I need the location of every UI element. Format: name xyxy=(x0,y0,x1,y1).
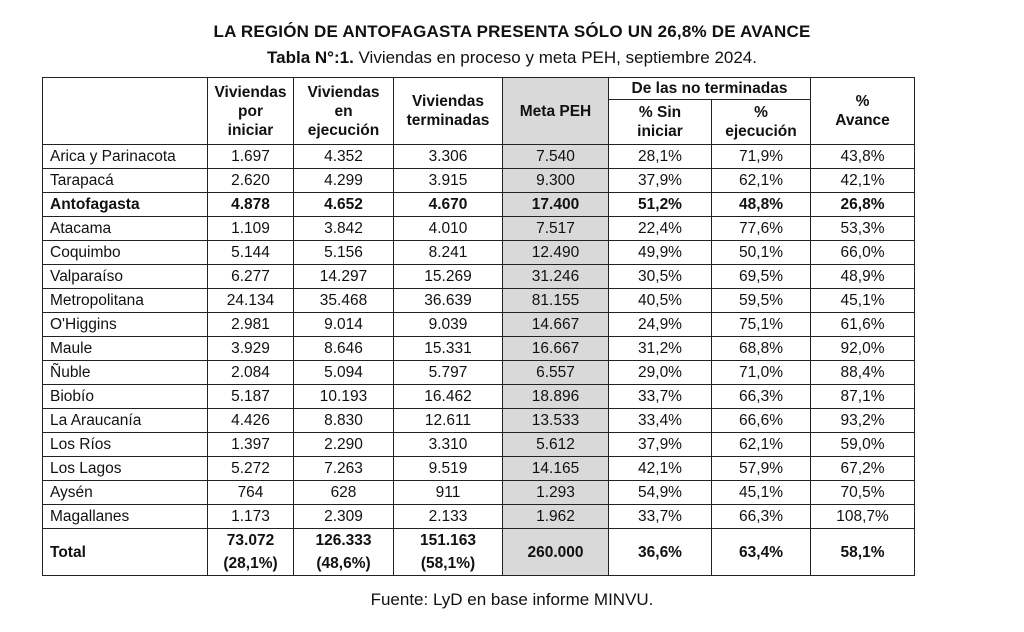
cell-region: O'Higgins xyxy=(43,313,208,337)
table-row xyxy=(43,241,915,265)
cell-avance: 59,0% xyxy=(811,433,915,457)
table-caption-label: Tabla N°:1. xyxy=(267,48,354,67)
cell-terminadas: 4.670 xyxy=(394,193,503,217)
table-row xyxy=(43,289,915,313)
cell-ejecucion: 71,0% xyxy=(712,361,811,385)
cell-meta: 14.667 xyxy=(503,313,609,337)
total-sin-iniciar: 36,6% xyxy=(609,529,712,576)
table-row xyxy=(43,361,915,385)
cell-sin-iniciar: 49,9% xyxy=(609,241,712,265)
cell-en-ejecucion: 2.309 xyxy=(294,505,394,529)
cell-region: Maule xyxy=(43,337,208,361)
table-row xyxy=(43,193,915,217)
table-row xyxy=(43,457,915,481)
cell-por-iniciar: 3.929 xyxy=(208,337,294,361)
cell-ejecucion: 62,1% xyxy=(712,433,811,457)
cell-en-ejecucion: 2.290 xyxy=(294,433,394,457)
total-percent: (28,1%) xyxy=(223,555,278,572)
total-meta: 260.000 xyxy=(503,529,609,576)
cell-sin-iniciar: 33,7% xyxy=(609,505,712,529)
cell-sin-iniciar: 33,7% xyxy=(609,385,712,409)
table-row xyxy=(43,337,915,361)
cell-en-ejecucion: 5.156 xyxy=(294,241,394,265)
cell-sin-iniciar: 40,5% xyxy=(609,289,712,313)
cell-meta: 9.300 xyxy=(503,169,609,193)
cell-region: Valparaíso xyxy=(43,265,208,289)
housing-table xyxy=(42,77,915,576)
cell-meta: 81.155 xyxy=(503,289,609,313)
cell-region: Tarapacá xyxy=(43,169,208,193)
cell-terminadas: 3.310 xyxy=(394,433,503,457)
cell-por-iniciar: 1.173 xyxy=(208,505,294,529)
cell-avance: 67,2% xyxy=(811,457,915,481)
total-ejecucion: 63,4% xyxy=(712,529,811,576)
cell-sin-iniciar: 22,4% xyxy=(609,217,712,241)
cell-avance: 26,8% xyxy=(811,193,915,217)
header-region xyxy=(43,78,208,145)
table-caption-text: Viviendas en proceso y meta PEH, septiembre 2024. xyxy=(353,48,757,67)
cell-por-iniciar: 764 xyxy=(208,481,294,505)
header-avance: % Avance xyxy=(811,78,915,145)
table-row xyxy=(43,385,915,409)
cell-meta: 7.540 xyxy=(503,145,609,169)
cell-region: Coquimbo xyxy=(43,241,208,265)
source-note: Fuente: LyD en base informe MINVU. xyxy=(370,590,654,609)
cell-ejecucion: 66,3% xyxy=(712,505,811,529)
cell-region: La Araucanía xyxy=(43,409,208,433)
cell-region: Aysén xyxy=(43,481,208,505)
cell-terminadas: 3.915 xyxy=(394,169,503,193)
cell-region: Antofagasta xyxy=(43,193,208,217)
cell-meta: 5.612 xyxy=(503,433,609,457)
cell-sin-iniciar: 29,0% xyxy=(609,361,712,385)
cell-por-iniciar: 1.697 xyxy=(208,145,294,169)
header-en-ejecucion: Viviendas en ejecución xyxy=(294,78,394,145)
cell-por-iniciar: 5.272 xyxy=(208,457,294,481)
cell-avance: 92,0% xyxy=(811,337,915,361)
cell-ejecucion: 75,1% xyxy=(712,313,811,337)
cell-ejecucion: 66,3% xyxy=(712,385,811,409)
cell-region: Los Lagos xyxy=(43,457,208,481)
cell-ejecucion: 69,5% xyxy=(712,265,811,289)
cell-por-iniciar: 2.084 xyxy=(208,361,294,385)
cell-avance: 45,1% xyxy=(811,289,915,313)
cell-avance: 70,5% xyxy=(811,481,915,505)
cell-meta: 16.667 xyxy=(503,337,609,361)
header-terminadas: Viviendas terminadas xyxy=(394,78,503,145)
cell-avance: 87,1% xyxy=(811,385,915,409)
cell-en-ejecucion: 5.094 xyxy=(294,361,394,385)
cell-terminadas: 9.039 xyxy=(394,313,503,337)
cell-terminadas: 15.331 xyxy=(394,337,503,361)
cell-terminadas: 911 xyxy=(394,481,503,505)
table-body xyxy=(43,145,915,576)
cell-terminadas: 4.010 xyxy=(394,217,503,241)
cell-avance: 61,6% xyxy=(811,313,915,337)
table-row xyxy=(43,505,915,529)
total-region: Total xyxy=(43,529,208,576)
cell-en-ejecucion: 7.263 xyxy=(294,457,394,481)
cell-avance: 66,0% xyxy=(811,241,915,265)
cell-por-iniciar: 4.878 xyxy=(208,193,294,217)
cell-en-ejecucion: 4.299 xyxy=(294,169,394,193)
cell-avance: 53,3% xyxy=(811,217,915,241)
table-row xyxy=(43,169,915,193)
cell-ejecucion: 48,8% xyxy=(712,193,811,217)
cell-sin-iniciar: 33,4% xyxy=(609,409,712,433)
table-row xyxy=(43,265,915,289)
table-caption xyxy=(0,46,1024,70)
cell-ejecucion: 77,6% xyxy=(712,217,811,241)
header-meta-peh: Meta PEH xyxy=(503,78,609,145)
cell-meta: 12.490 xyxy=(503,241,609,265)
cell-ejecucion: 45,1% xyxy=(712,481,811,505)
total-value: 126.333 xyxy=(315,532,372,549)
total-en-ejecucion xyxy=(294,529,394,576)
cell-meta: 1.962 xyxy=(503,505,609,529)
cell-por-iniciar: 4.426 xyxy=(208,409,294,433)
cell-terminadas: 12.611 xyxy=(394,409,503,433)
cell-sin-iniciar: 37,9% xyxy=(609,169,712,193)
cell-por-iniciar: 2.981 xyxy=(208,313,294,337)
cell-terminadas: 9.519 xyxy=(394,457,503,481)
cell-region: Ñuble xyxy=(43,361,208,385)
table-row-total xyxy=(43,529,915,576)
cell-en-ejecucion: 4.352 xyxy=(294,145,394,169)
total-por-iniciar xyxy=(208,529,294,576)
cell-en-ejecucion: 8.646 xyxy=(294,337,394,361)
total-avance: 58,1% xyxy=(811,529,915,576)
cell-sin-iniciar: 51,2% xyxy=(609,193,712,217)
cell-ejecucion: 62,1% xyxy=(712,169,811,193)
cell-por-iniciar: 5.187 xyxy=(208,385,294,409)
cell-terminadas: 8.241 xyxy=(394,241,503,265)
cell-sin-iniciar: 24,9% xyxy=(609,313,712,337)
page-title: LA REGIÓN DE ANTOFAGASTA PRESENTA SÓLO UN 26,8% DE AVANCE xyxy=(213,22,811,41)
cell-ejecucion: 50,1% xyxy=(712,241,811,265)
cell-en-ejecucion: 10.193 xyxy=(294,385,394,409)
cell-avance: 88,4% xyxy=(811,361,915,385)
cell-avance: 43,8% xyxy=(811,145,915,169)
cell-meta: 17.400 xyxy=(503,193,609,217)
cell-ejecucion: 71,9% xyxy=(712,145,811,169)
cell-terminadas: 3.306 xyxy=(394,145,503,169)
cell-sin-iniciar: 37,9% xyxy=(609,433,712,457)
cell-avance: 108,7% xyxy=(811,505,915,529)
cell-en-ejecucion: 8.830 xyxy=(294,409,394,433)
cell-meta: 18.896 xyxy=(503,385,609,409)
total-percent: (58,1%) xyxy=(420,555,476,572)
cell-region: Biobío xyxy=(43,385,208,409)
cell-terminadas: 16.462 xyxy=(394,385,503,409)
header-sin-iniciar: % Sin iniciar xyxy=(609,100,712,145)
cell-region: Metropolitana xyxy=(43,289,208,313)
cell-en-ejecucion: 35.468 xyxy=(294,289,394,313)
total-value: 151.163 xyxy=(419,532,477,549)
cell-ejecucion: 66,6% xyxy=(712,409,811,433)
header-por-iniciar: Viviendas por iniciar xyxy=(208,78,294,145)
cell-por-iniciar: 6.277 xyxy=(208,265,294,289)
cell-meta: 1.293 xyxy=(503,481,609,505)
cell-terminadas: 36.639 xyxy=(394,289,503,313)
cell-ejecucion: 59,5% xyxy=(712,289,811,313)
cell-por-iniciar: 1.397 xyxy=(208,433,294,457)
header-group-no-terminadas: De las no terminadas xyxy=(609,78,811,100)
total-percent: (48,6%) xyxy=(316,555,371,572)
total-value: 73.072 xyxy=(226,532,275,549)
table-row xyxy=(43,481,915,505)
cell-avance: 48,9% xyxy=(811,265,915,289)
cell-en-ejecucion: 628 xyxy=(294,481,394,505)
cell-sin-iniciar: 54,9% xyxy=(609,481,712,505)
cell-en-ejecucion: 14.297 xyxy=(294,265,394,289)
cell-meta: 7.517 xyxy=(503,217,609,241)
cell-meta: 6.557 xyxy=(503,361,609,385)
cell-en-ejecucion: 3.842 xyxy=(294,217,394,241)
table-row xyxy=(43,433,915,457)
cell-ejecucion: 57,9% xyxy=(712,457,811,481)
cell-terminadas: 15.269 xyxy=(394,265,503,289)
cell-por-iniciar: 2.620 xyxy=(208,169,294,193)
total-terminadas xyxy=(394,529,503,576)
table-row xyxy=(43,217,915,241)
cell-por-iniciar: 24.134 xyxy=(208,289,294,313)
cell-avance: 93,2% xyxy=(811,409,915,433)
cell-por-iniciar: 5.144 xyxy=(208,241,294,265)
cell-en-ejecucion: 4.652 xyxy=(294,193,394,217)
cell-meta: 31.246 xyxy=(503,265,609,289)
cell-region: Arica y Parinacota xyxy=(43,145,208,169)
cell-sin-iniciar: 28,1% xyxy=(609,145,712,169)
cell-sin-iniciar: 42,1% xyxy=(609,457,712,481)
cell-en-ejecucion: 9.014 xyxy=(294,313,394,337)
cell-avance: 42,1% xyxy=(811,169,915,193)
table-row xyxy=(43,313,915,337)
cell-region: Atacama xyxy=(43,217,208,241)
cell-por-iniciar: 1.109 xyxy=(208,217,294,241)
cell-region: Los Ríos xyxy=(43,433,208,457)
cell-meta: 13.533 xyxy=(503,409,609,433)
cell-meta: 14.165 xyxy=(503,457,609,481)
cell-sin-iniciar: 30,5% xyxy=(609,265,712,289)
cell-sin-iniciar: 31,2% xyxy=(609,337,712,361)
cell-terminadas: 5.797 xyxy=(394,361,503,385)
table-row xyxy=(43,409,915,433)
cell-region: Magallanes xyxy=(43,505,208,529)
table-row xyxy=(43,145,915,169)
cell-ejecucion: 68,8% xyxy=(712,337,811,361)
cell-terminadas: 2.133 xyxy=(394,505,503,529)
header-ejecucion: % ejecución xyxy=(712,100,811,145)
